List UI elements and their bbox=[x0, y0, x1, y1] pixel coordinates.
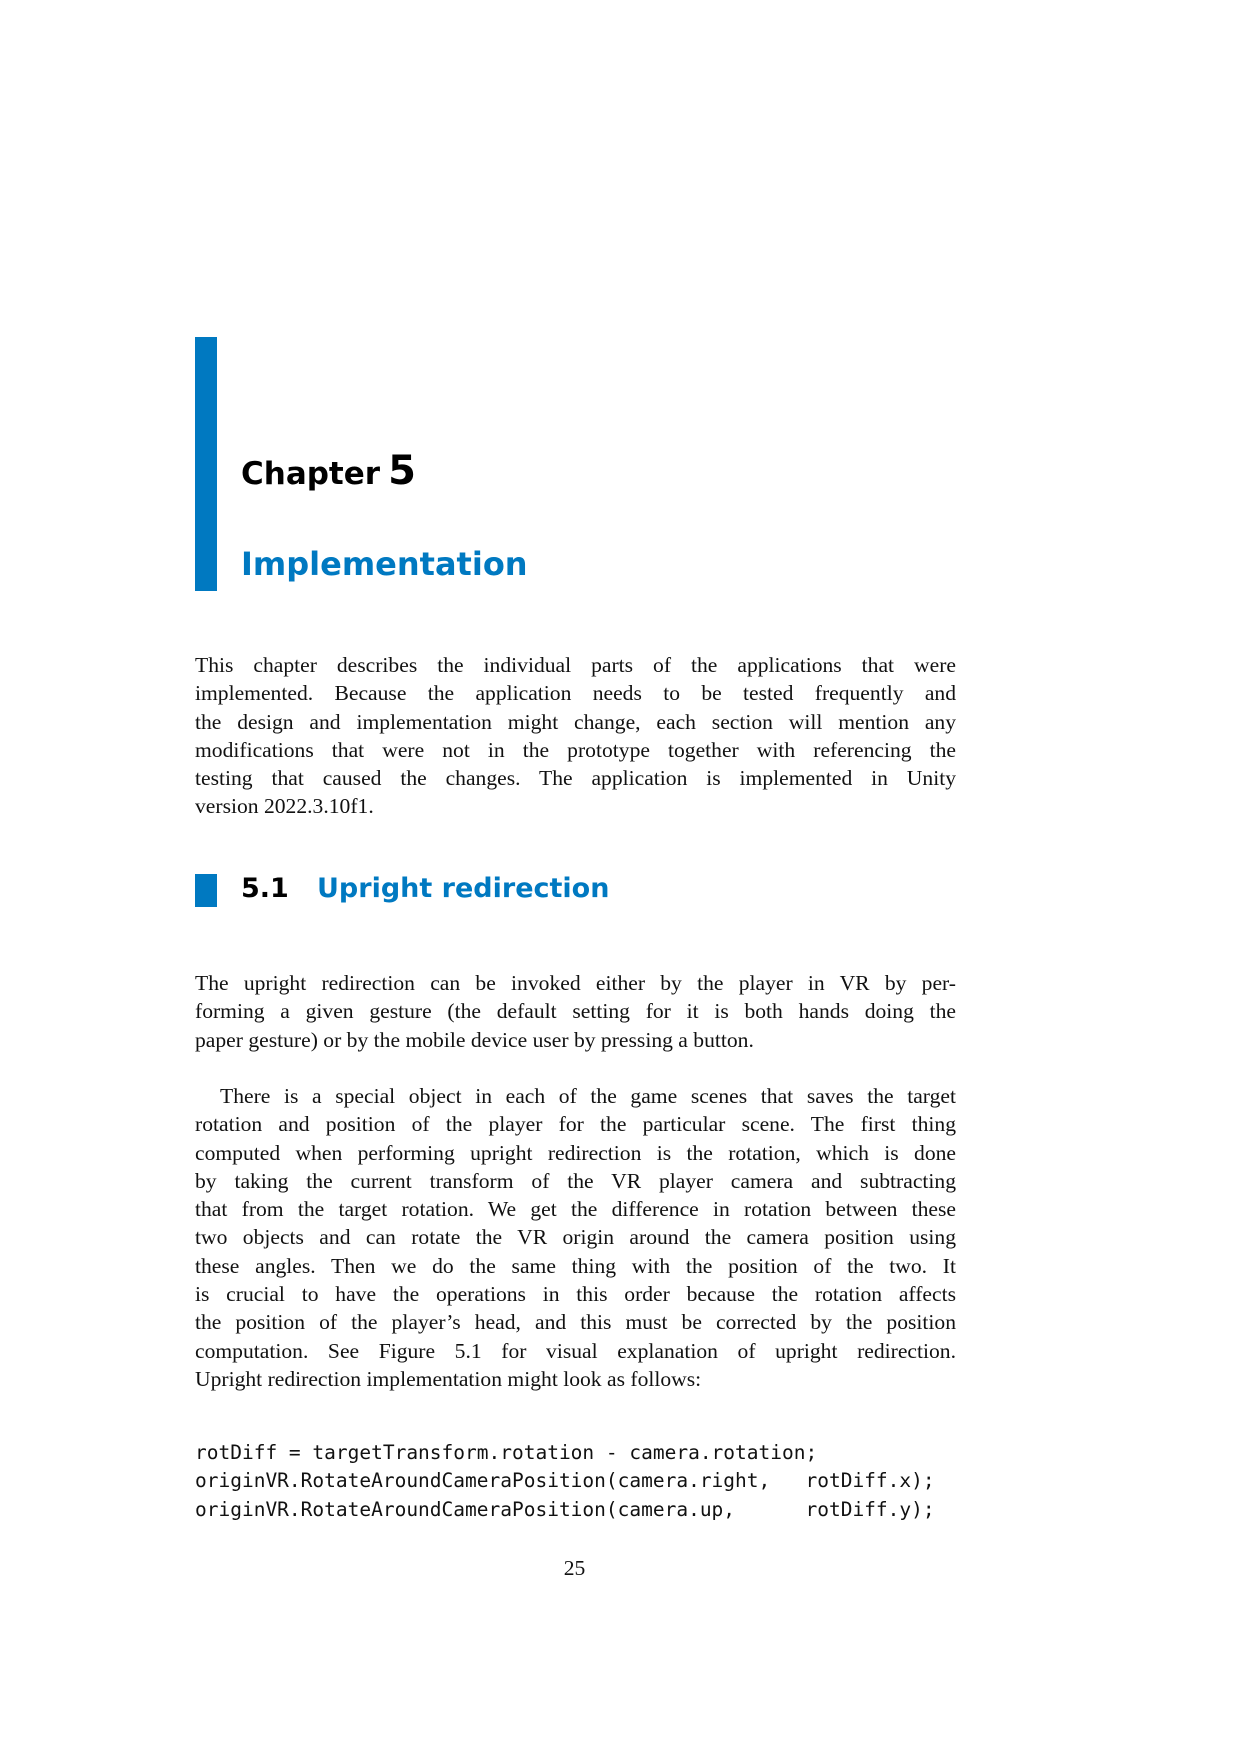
text-line: paper gesture) or by the mobile device user by pressing a button. bbox=[195, 1027, 754, 1052]
intro-paragraph bbox=[195, 651, 956, 821]
paragraph-invocation bbox=[195, 969, 956, 1054]
paragraph-computation bbox=[195, 1082, 956, 1393]
text-line: Upright redirection implementation might look as follows: bbox=[195, 1366, 702, 1391]
section-accent-square bbox=[195, 874, 217, 907]
page-number: 25 bbox=[563, 1556, 586, 1580]
text-line: computation. See Figure 5.1 for visual explanation of upright redirection. bbox=[195, 1338, 956, 1363]
chapter-title: Implementation bbox=[241, 545, 528, 583]
code-line: rotDiff = targetTransform.rotation - camera.rotation; bbox=[195, 1441, 818, 1464]
chapter-label bbox=[241, 448, 416, 494]
text-line: the design and implementation might change, each section will mention any bbox=[195, 709, 956, 734]
code-listing bbox=[195, 1439, 935, 1524]
text-line: two objects and can rotate the VR origin around the camera position using bbox=[195, 1225, 956, 1250]
text-line: the position of the player’s head, and this must be corrected by the position bbox=[195, 1310, 956, 1335]
section-number: 5.1 bbox=[241, 873, 289, 904]
text-line: implemented. Because the application needs to be tested frequently and bbox=[195, 681, 956, 706]
text-line: rotation and position of the player for the particular scene. The first thing bbox=[195, 1112, 956, 1137]
text-line: This chapter describes the individual parts of the applications that were bbox=[195, 653, 956, 677]
text-line: There is a special object in each of the game scenes that saves the target bbox=[220, 1084, 956, 1108]
text-line: by taking the current transform of the VR player camera and subtracting bbox=[195, 1168, 956, 1193]
text-line: these angles. Then we do the same thing with the position of the two. It bbox=[195, 1253, 956, 1278]
text-line: that from the target rotation. We get the difference in rotation between these bbox=[195, 1197, 956, 1222]
code-line: originVR.RotateAroundCameraPosition(camera.right, rotDiff.x); bbox=[195, 1469, 935, 1493]
text-line: forming a given gesture (the default setting for it is both hands doing the bbox=[195, 999, 956, 1024]
chapter-number: 5 bbox=[388, 448, 416, 494]
text-line: version 2022.3.10f1. bbox=[195, 794, 374, 819]
section-title: Upright redirection bbox=[317, 873, 610, 904]
text-line: computed when performing upright redirection is the rotation, which is done bbox=[195, 1140, 956, 1165]
text-line: testing that caused the changes. The application is implemented in Unity bbox=[195, 766, 956, 791]
chapter-accent-bar bbox=[195, 337, 217, 591]
text-line: is crucial to have the operations in this order because the rotation affects bbox=[195, 1282, 956, 1307]
code-line: originVR.RotateAroundCameraPosition(camera.up, rotDiff.y); bbox=[195, 1497, 935, 1521]
chapter-word: Chapter bbox=[241, 456, 381, 492]
text-line: The upright redirection can be invoked either by the player in VR by per- bbox=[195, 971, 956, 995]
text-line: modifications that were not in the prototype together with referencing the bbox=[195, 737, 956, 762]
